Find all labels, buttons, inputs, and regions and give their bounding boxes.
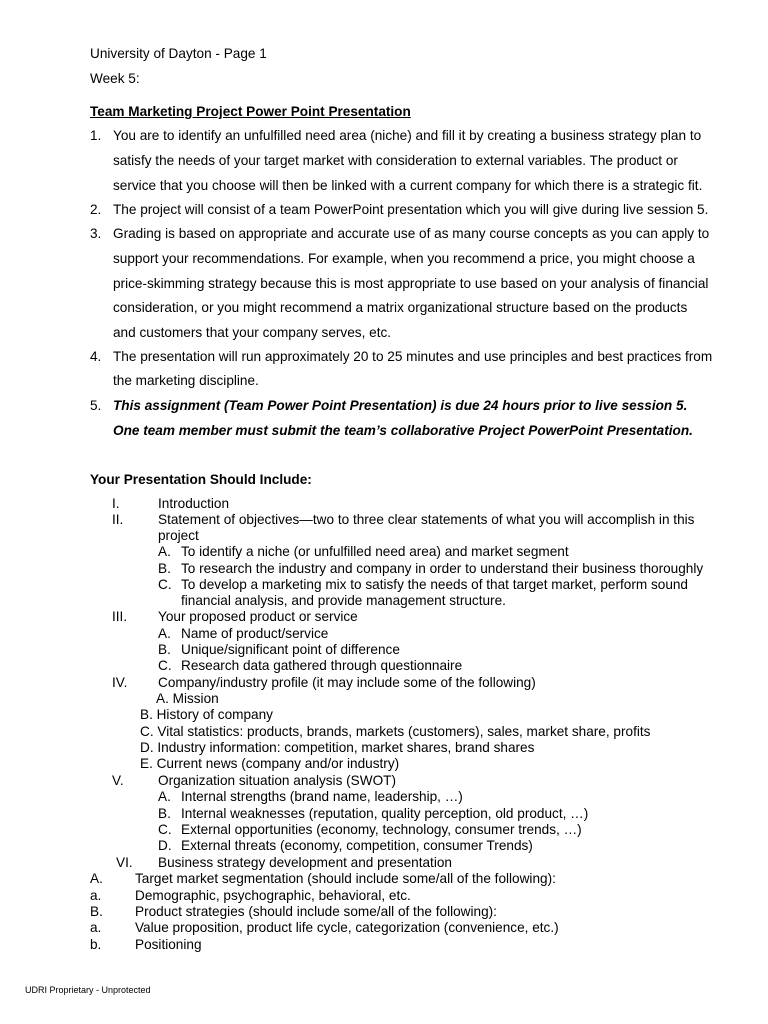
outline-sub-item: Internal weaknesses (reputation, quality perception, old product, …) xyxy=(181,806,589,821)
list-item-line-emphasis: This assignment (Team Power Point Presentation) is due 24 hours prior to live session 5. xyxy=(113,398,688,413)
outline-numeral: III. xyxy=(112,609,128,624)
list-item-line: consideration, or you might recommend a matrix organizational structure based on the products xyxy=(113,300,688,315)
outline-item: Business strategy development and presentation xyxy=(158,855,452,870)
list-item-line: and customers that your company serves, etc. xyxy=(113,325,392,340)
outline-sub-letter: A. xyxy=(158,544,171,559)
list-number: 3. xyxy=(90,226,102,241)
list-item-line: service that you choose will then be linked with a current company for which there is a strategic fit. xyxy=(113,178,703,193)
outline-sub-item-cont: financial analysis, and provide management structure. xyxy=(181,593,506,608)
outline-bottom-item: Product strategies (should include some/all of the following): xyxy=(135,904,497,919)
list-number: 1. xyxy=(90,128,102,143)
outline-numeral: IV. xyxy=(112,675,128,690)
outline-bottom-item: Positioning xyxy=(135,937,202,952)
outline-sub-letter: C. xyxy=(158,822,172,837)
outline-bottom-item: Demographic, psychographic, behavioral, etc. xyxy=(135,888,411,903)
list-item-line: support your recommendations. For example, when you recommend a price, you might choose a xyxy=(113,251,695,266)
outline-sub-item: Name of product/service xyxy=(181,626,329,641)
list-item-line: the marketing discipline. xyxy=(113,373,259,388)
list-item-line: The presentation will run approximately 20 to 25 minutes and use principles and best practices from xyxy=(113,349,713,364)
outline-sub-item: External opportunities (economy, technology, consumer trends, …) xyxy=(181,822,582,837)
outline-sub-item: Research data gathered through questionnaire xyxy=(181,658,463,673)
header-line-1: University of Dayton - Page 1 xyxy=(90,46,267,61)
outline-bottom-item: Target market segmentation (should include some/all of the following): xyxy=(135,871,556,886)
outline-sub-letter: D. xyxy=(158,838,172,853)
list-item-line: Grading is based on appropriate and accurate use of as many course concepts as you can apply to xyxy=(113,226,710,241)
outline-bottom-letter: a. xyxy=(90,920,102,935)
outline-bottom-letter: B. xyxy=(90,904,103,919)
outline-numeral: VI. xyxy=(116,855,133,870)
list-number: 2. xyxy=(90,202,102,217)
outline-bottom-item: Value proposition, product life cycle, categorization (convenience, etc.) xyxy=(135,920,559,935)
document-title: Team Marketing Project Power Point Presentation xyxy=(90,104,411,119)
list-item-line: The project will consist of a team PowerPoint presentation which you will give during live session 5. xyxy=(113,202,709,217)
outline-sub-letter: B. xyxy=(158,561,171,576)
outline-sub-item: Internal strengths (brand name, leadership, …) xyxy=(181,789,463,804)
list-item-line: satisfy the needs of your target market with consideration to external variables. The product or xyxy=(113,153,678,168)
outline-numeral: II. xyxy=(112,512,124,527)
list-item-line: You are to identify an unfulfilled need area (niche) and fill it by creating a business strategy plan to xyxy=(113,128,702,143)
outline-sub-item: B. History of company xyxy=(140,707,273,722)
outline-item-cont: project xyxy=(158,528,199,543)
outline-bottom-letter: b. xyxy=(90,937,102,952)
outline-sub-item: A. Mission xyxy=(156,691,219,706)
outline-sub-letter: C. xyxy=(158,577,172,592)
outline-sub-letter: A. xyxy=(158,789,171,804)
include-heading: Your Presentation Should Include: xyxy=(90,472,312,487)
outline-sub-item: E. Current news (company and/or industry) xyxy=(140,756,400,771)
outline-sub-item: C. Vital statistics: products, brands, markets (customers), sales, market share, profits xyxy=(140,724,651,739)
list-number: 4. xyxy=(90,349,102,364)
outline-item: Company/industry profile (it may include some of the following) xyxy=(158,675,536,690)
outline-item: Introduction xyxy=(158,496,230,511)
outline-sub-item: Unique/significant point of difference xyxy=(181,642,400,657)
outline-bottom-letter: a. xyxy=(90,888,102,903)
outline-sub-item: External threats (economy, competition, consumer Trends) xyxy=(181,838,533,853)
list-item-line-emphasis: One team member must submit the team’s collaborative Project PowerPoint Presentation. xyxy=(113,423,693,438)
outline-sub-letter: C. xyxy=(158,658,172,673)
list-item-line: price-skimming strategy because this is most appropriate to use based on your analysis of financial xyxy=(113,276,709,291)
outline-sub-item: To develop a marketing mix to satisfy the needs of that target market, perform sound xyxy=(181,577,688,592)
outline-sub-letter: B. xyxy=(158,806,171,821)
outline-sub-item: To identify a niche (or unfulfilled need area) and market segment xyxy=(181,544,569,559)
outline-sub-item: D. Industry information: competition, market shares, brand shares xyxy=(140,740,535,755)
list-number: 5. xyxy=(90,398,102,413)
outline-sub-item: To research the industry and company in order to understand their business thoroughly xyxy=(181,561,704,576)
outline-numeral: I. xyxy=(112,496,120,511)
outline-numeral: V. xyxy=(112,773,124,788)
outline-sub-letter: A. xyxy=(158,626,171,641)
outline-item: Statement of objectives—two to three clear statements of what you will accomplish in this xyxy=(158,512,695,527)
footer-classification: UDRI Proprietary - Unprotected xyxy=(25,985,151,995)
header-line-2: Week 5: xyxy=(90,71,140,86)
outline-bottom-letter: A. xyxy=(90,871,103,886)
outline-item: Organization situation analysis (SWOT) xyxy=(158,773,396,788)
outline-sub-letter: B. xyxy=(158,642,171,657)
outline-item: Your proposed product or service xyxy=(158,609,358,624)
